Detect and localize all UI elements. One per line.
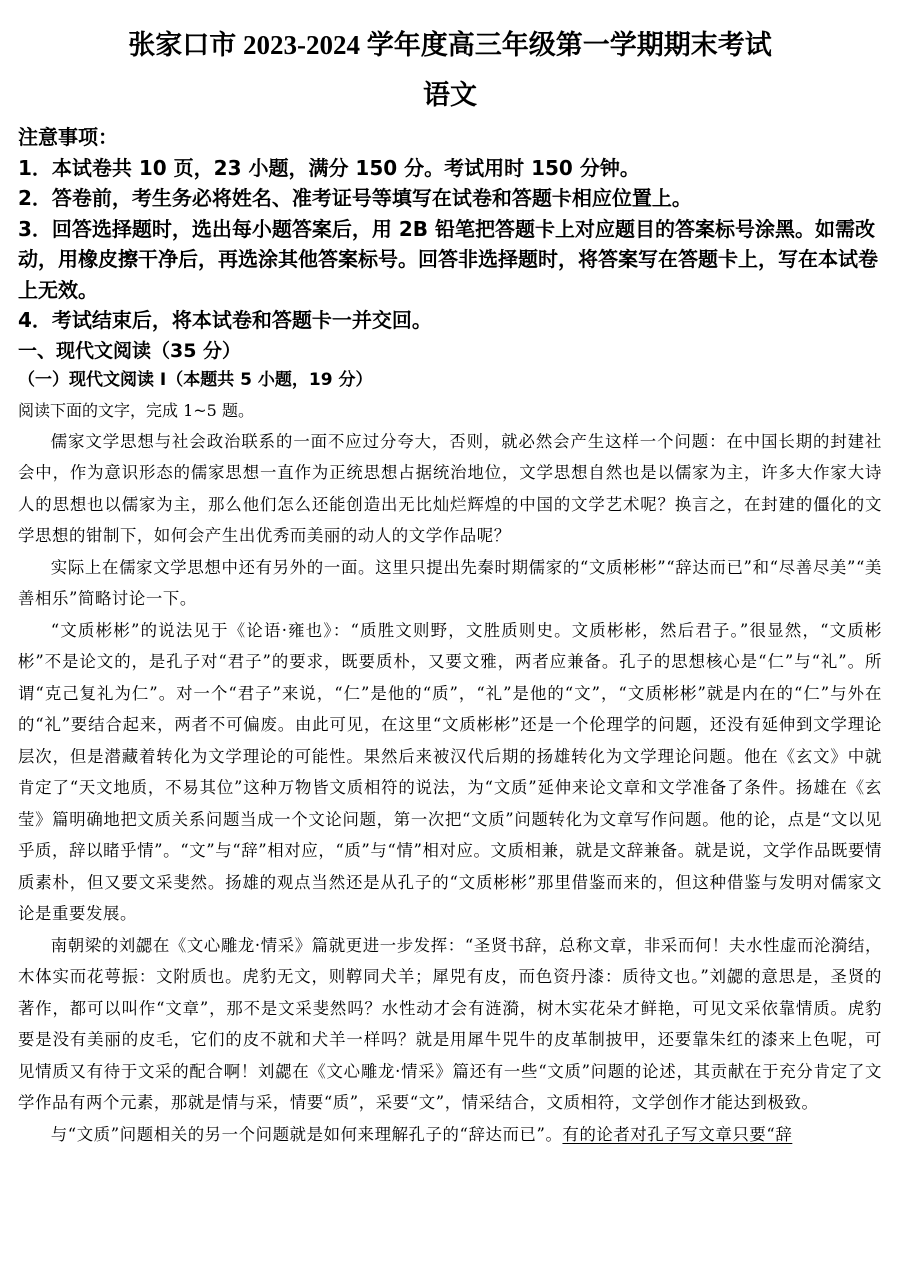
notes-item: 4．考试结束后，将本试卷和答题卡一并交回。	[18, 308, 432, 332]
exam-title: 张家口市 2023-2024 学年度高三年级第一学期期末考试	[128, 30, 772, 60]
notes-item: 2．答卷前，考生务必将姓名、准考证号等填写在试卷和答题卡相应位置上。	[18, 186, 692, 210]
notes-item: 1．本试卷共 10 页，23 小题，满分 150 分。考试用时 150 分钟。	[18, 155, 640, 180]
passage-paragraph-last	[18, 1119, 882, 1151]
passage-text: 与“文质”问题相关的另一个问题就是如何来理解孔子的“辞达而已”。	[50, 1124, 563, 1144]
passage-paragraph: “文质彬彬”的说法见于《论语·雍也》：“质胜文则野，文胜质则史。文质彬彬，然后君子。”很显然，“文质彬彬”不是论文的，是孔子对“君子”的要求，既要质朴，又要文雅，两者应兼备。孔子的思想核心是“仁”与“礼”。所谓“克己复礼为仁”。对一个“君子”来说，“仁”是他的“质”，“礼”是他的“文”，“文质彬彬”就是内在的“仁”与外在的“礼”要结合起来，两者不可偏废。由此可见，在这里“文质彬彬”还是一个伦理学的问题，还没有延伸到文学理论层次，但是潜藏着转化为文学理论的可能性。果然后来被汉代后期的扬雄转化为文学理论问题。他在《玄文》中就肯定了“天文地质，不易其位”这种万物皆文质相符的说法，为“文质”延伸来论文章和文学准备了条件。扬雄在《玄莹》篇明确地把文质关系问题当成一个文论问题，第一次把“文质”问题转化为文章写作问题。他的论，点是“文以见乎质，辞以睹乎情”。“文”与“辞”相对应，“质”与“情”相对应。文质相兼，就是文辞兼备。就是说，文学作品既要情质素朴，但又要文采斐然。扬雄的观点当然还是从孔子的“文质彬彬”那里借鉴而来的，但这种借鉴与发明对儒家文论是重要发展。	[18, 620, 882, 923]
notes-item: 3．回答选择题时，选出每小题答案后，用 2B 铅笔把答题卡上对应题目的答案标号涂黑。如需改动，用橡皮擦干净后，再选涂其他答案标号。回答非选择题时，将答案写在答题卡上，写在本试卷上无效。	[18, 216, 878, 302]
reading-passage	[18, 426, 882, 1151]
passage-paragraph: 儒家文学思想与社会政治联系的一面不应过分夸大，否则，就必然会产生这样一个问题：在中国长期的封建社会中，作为意识形态的儒家思想一直作为正统思想占据统治地位，文学思想自然也是以儒家为主，许多大作家大诗人的思想也以儒家为主，那么他们怎么还能创造出无比灿烂辉煌的中国的文学艺术呢？换言之，在封建的僵化的文学思想的钳制下，如何会产生出优秀而美丽的动人的文学作品呢？	[18, 431, 882, 545]
passage-paragraph: 南朝梁的刘勰在《文心雕龙·情采》篇就更进一步发挥：“圣贤书辞，总称文章，非采而何！夫水性虚而沦漪结，木体实而花萼振：文附质也。虎豹无文，则鞟同犬羊；犀兕有皮，而色资丹漆：质待文也。”刘勰的意思是，圣贤的著作，都可以叫作“文章”，那不是文采斐然吗？水性动才会有涟漪，树木实花朵才鲜艳，可见文采依靠情质。虎豹要是没有美丽的皮毛，它们的皮不就和犬羊一样吗？就是用犀牛兕牛的皮革制披甲，还要靠朱红的漆来上色呢，可见情质又有待于文采的配合啊！刘勰在《文心雕龙·情采》篇还有一些“文质”问题的论述，其贡献在于充分肯定了文学作品有两个元素，那就是情与采，情要“质”，采要“文”，情采结合，文质相符，文学创作才能达到极致。	[18, 935, 882, 1112]
reading-instruction: 阅读下面的文字，完成 1~5 题。	[18, 400, 254, 420]
subsection-heading: （一）现代文阅读 I（本题共 5 小题，19 分）	[18, 369, 373, 390]
section-heading: 一、现代文阅读（35 分）	[18, 339, 242, 362]
notes-block	[18, 122, 882, 336]
underlined-text: 有的论者对孔子写文章只要“辞	[562, 1124, 793, 1144]
notes-heading: 注意事项：	[18, 125, 118, 149]
passage-paragraph: 实际上在儒家文学思想中还有另外的一面。这里只提出先秦时期儒家的“文质彬彬”“辞达而已”和“尽善尽美”“美善相乐”简略讨论一下。	[18, 557, 882, 608]
subject-title: 语文	[423, 80, 477, 110]
